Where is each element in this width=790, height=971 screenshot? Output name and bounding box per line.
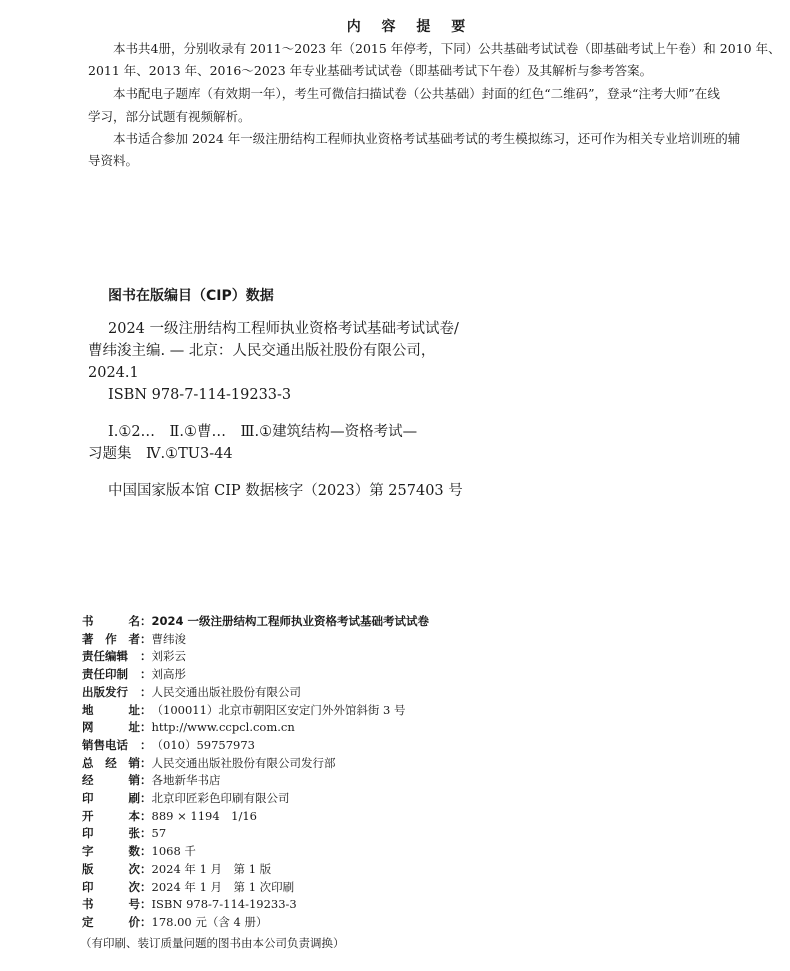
summary-line: 本书配电子题库（有效期一年），考生可微信扫描试卷（公共基础）封面的红色“二维码”，登录“注考大师”在线: [113, 86, 720, 101]
info-row: [82, 844, 196, 859]
info-label-char: 销: [128, 755, 140, 770]
cip-line: Ⅰ.①2… Ⅱ.①曹… Ⅲ.①建筑结构—资格考试—: [108, 424, 418, 440]
cip-line: 中国国家版本馆 CIP 数据核字（2023）第 257403 号: [108, 483, 463, 499]
cip-line: 2024.1: [88, 365, 139, 381]
info-row: [82, 756, 336, 771]
info-row: [82, 720, 295, 735]
info-colon: ：: [140, 649, 152, 664]
info-label-char: 经: [105, 755, 117, 770]
info-colon: ：: [140, 844, 152, 859]
info-label-char: 号: [128, 897, 140, 912]
info-value: 178.00 元（含 4 册）: [151, 914, 268, 929]
info-label-char: 书: [82, 614, 94, 628]
info-row: [82, 880, 294, 895]
cip-line: ISBN 978-7-114-19233-3: [108, 387, 292, 403]
info-value: 刘高彤: [151, 667, 186, 682]
info-row: [82, 649, 186, 664]
info-row: [82, 791, 290, 806]
info-label-char: 责任印制: [82, 667, 128, 682]
info-label-char: 开: [82, 808, 94, 823]
info-label: [82, 809, 140, 824]
info-label-char: 张: [128, 826, 140, 841]
info-colon: ：: [140, 631, 152, 646]
info-label-char: 销: [128, 773, 140, 788]
info-label-char: 总: [82, 755, 94, 770]
info-value: 2024 年 1 月 第 1 版: [151, 861, 272, 876]
info-label-char: 次: [128, 879, 140, 894]
info-row: [82, 632, 186, 647]
info-label-char: 销售电话: [82, 737, 128, 752]
info-label: [82, 685, 140, 700]
info-label: [82, 756, 140, 771]
info-label: [82, 844, 140, 859]
info-label-char: 出版发行: [82, 684, 128, 699]
info-colon: ：: [140, 879, 152, 894]
info-colon: ：: [140, 826, 152, 841]
info-colon: ：: [140, 897, 152, 912]
info-colon: ：: [140, 684, 152, 699]
info-colon: ：: [140, 861, 152, 876]
info-label-char: 名: [128, 614, 140, 628]
footer-note: （有印刷、装订质量问题的图书由本公司负责调换）: [80, 936, 345, 950]
info-row: [82, 915, 268, 930]
info-label-char: 网: [82, 720, 94, 735]
info-colon: ：: [140, 914, 152, 929]
summary-title: 内 容 提 要: [346, 19, 474, 35]
info-value: 2024 一级注册结构工程师执业资格考试基础考试试卷: [151, 614, 430, 628]
info-row: [82, 703, 406, 718]
cip-line: 曹纬浚主编. — 北京：人民交通出版社股份有限公司，: [88, 343, 436, 359]
info-label-char: 次: [128, 861, 140, 876]
info-label: [82, 649, 140, 664]
summary-line: 本书适合参加 2024 年一级注册结构工程师执业资格考试基础考试的考生模拟练习，还可作为相关专业培训班的辅: [113, 131, 741, 146]
info-label: [82, 773, 140, 788]
cip-line: 习题集 Ⅳ.①TU3-44: [88, 446, 233, 462]
info-colon: ：: [140, 720, 152, 735]
info-label-char: 作: [105, 631, 117, 646]
info-value: 889 × 1194 1/16: [151, 808, 257, 823]
summary-line: 导资料。: [88, 153, 139, 168]
info-colon: ：: [140, 737, 152, 752]
info-label-char: 版: [82, 861, 94, 876]
summary-line: 学习，部分试题有视频解析。: [88, 109, 251, 124]
info-row: [82, 809, 257, 824]
summary-line: 本书共4册，分别收录有 2011～2023 年（2015 年停考，下同）公共基础考试试卷（即基础考试上午卷）和 2010 年、: [113, 41, 781, 56]
info-label-char: 字: [82, 844, 94, 859]
info-row: [82, 614, 429, 629]
info-colon: ：: [140, 755, 152, 770]
info-label-char: 地: [82, 702, 94, 717]
info-row: [82, 685, 301, 700]
info-label-char: 刷: [128, 791, 140, 805]
info-label: [82, 738, 140, 753]
info-colon: ：: [140, 808, 152, 823]
info-label-char: 址: [128, 702, 140, 717]
info-label: [82, 632, 140, 647]
info-value: 1068 千: [151, 844, 196, 859]
info-label: [82, 826, 140, 841]
info-label-char: 数: [128, 844, 140, 859]
info-row: [82, 773, 221, 788]
info-label-char: 者: [128, 631, 140, 646]
info-value: 刘彩云: [151, 649, 186, 664]
info-value: 57: [151, 826, 167, 841]
info-label-char: 印: [82, 826, 94, 841]
info-label: [82, 915, 140, 930]
info-colon: ：: [140, 702, 152, 717]
info-label: [82, 667, 140, 682]
info-label: [82, 614, 140, 629]
info-value: 人民交通出版社股份有限公司发行部: [151, 755, 336, 770]
cip-line: 2024 一级注册结构工程师执业资格考试基础考试试卷/: [108, 321, 459, 337]
info-row: [82, 897, 297, 912]
info-colon: ：: [140, 614, 152, 628]
info-label: [82, 880, 140, 895]
info-label: [82, 703, 140, 718]
info-value: ISBN 978-7-114-19233-3: [151, 897, 297, 912]
info-label-char: 责任编辑: [82, 649, 128, 664]
info-label-char: 本: [128, 808, 140, 823]
info-label-char: 经: [82, 773, 94, 788]
info-colon: ：: [140, 791, 152, 805]
info-value: 各地新华书店: [151, 773, 221, 788]
cip-title: 图书在版编目（CIP）数据: [108, 288, 274, 304]
info-label-char: 印: [82, 879, 94, 894]
info-row: [82, 862, 271, 877]
info-label-char: 址: [128, 720, 140, 735]
summary-line: 2011 年、2013 年、2016～2023 年专业基础考试试卷（即基础考试下午卷）及其解析与参考答案。: [88, 63, 653, 78]
info-row: [82, 667, 186, 682]
info-value: 人民交通出版社股份有限公司: [151, 684, 301, 699]
info-value: http://www.ccpcl.com.cn: [151, 720, 295, 735]
info-label: [82, 897, 140, 912]
info-value: 北京印匠彩色印刷有限公司: [151, 791, 290, 805]
info-value: （100011）北京市朝阳区安定门外外馆斜街 3 号: [151, 702, 406, 717]
info-label-char: 著: [82, 631, 94, 646]
info-colon: ：: [140, 667, 152, 682]
info-row: [82, 826, 166, 841]
info-label-char: 书: [82, 897, 94, 912]
info-value: （010）59757973: [151, 737, 255, 752]
info-label: [82, 791, 140, 806]
info-label-char: 价: [128, 914, 140, 929]
info-colon: ：: [140, 773, 152, 788]
info-label-char: 印: [82, 791, 94, 805]
info-value: 2024 年 1 月 第 1 次印刷: [151, 879, 295, 894]
info-value: 曹纬浚: [151, 631, 186, 646]
info-row: [82, 738, 255, 753]
info-label-char: 定: [82, 914, 94, 929]
info-label: [82, 720, 140, 735]
info-label: [82, 862, 140, 877]
